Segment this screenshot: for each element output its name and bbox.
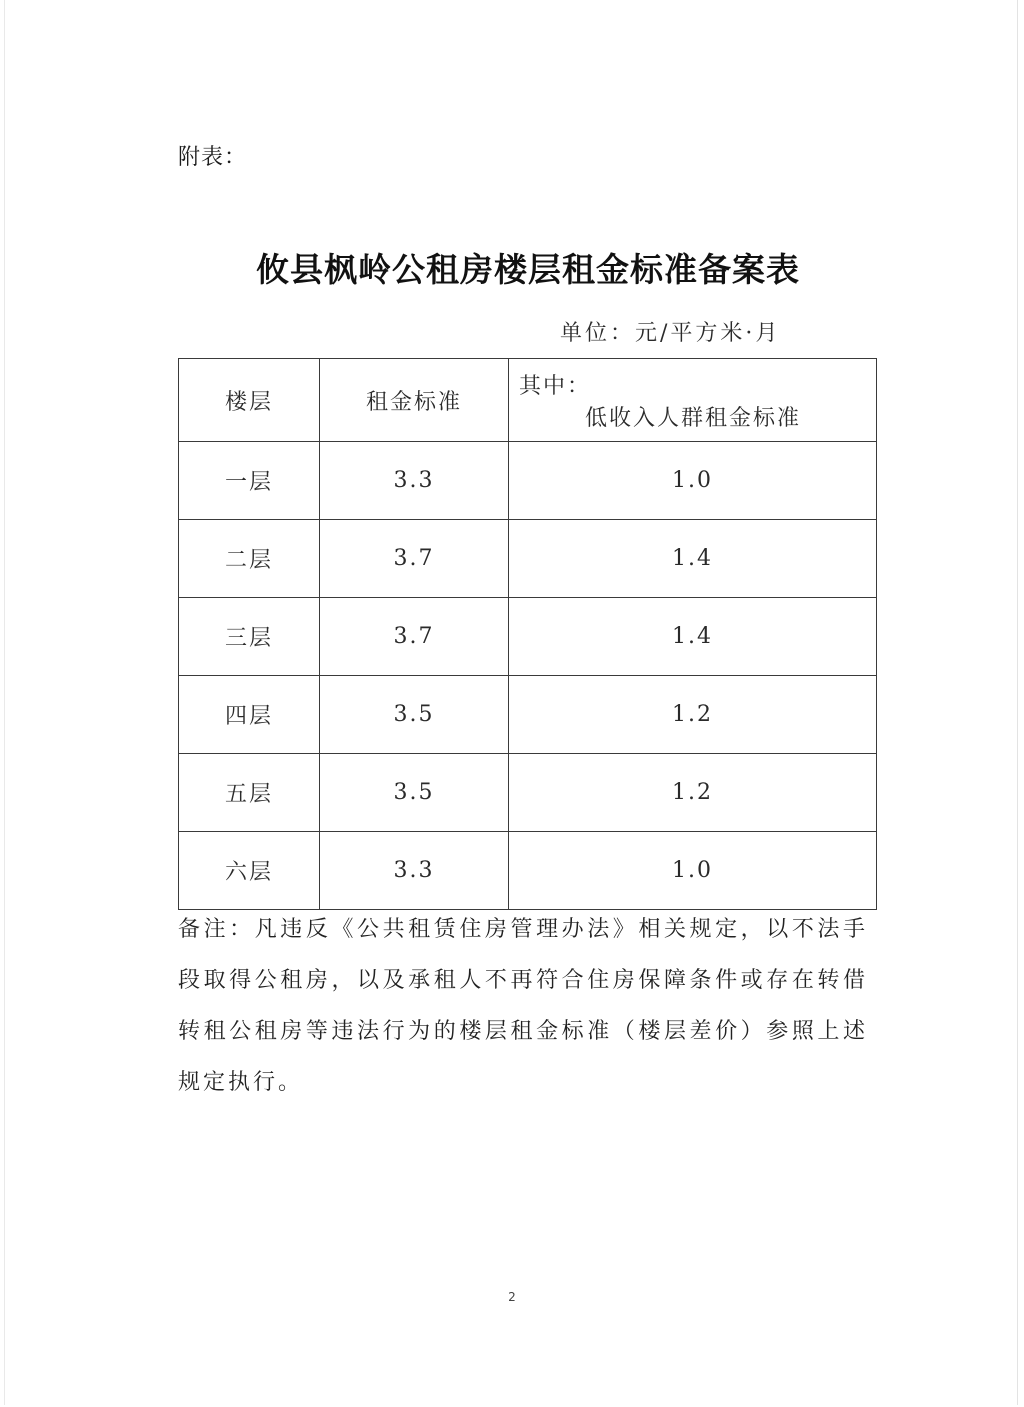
floor-cell: 六层 bbox=[179, 832, 320, 910]
table-row bbox=[179, 676, 877, 754]
attachment-label: 附表： bbox=[178, 145, 248, 170]
rent-cell: 3.3 bbox=[320, 832, 509, 910]
table-row bbox=[179, 598, 877, 676]
remark-paragraph: 备注：凡违反《公共租赁住房管理办法》相关规定，以不法手段取得公租房，以及承租人不再符合住房保障条件或存在转借转租公租房等违法行为的楼层租金标准（楼层差价）参照上述规定执行。 bbox=[178, 917, 868, 1095]
table-row bbox=[179, 832, 877, 910]
rent-cell: 3.3 bbox=[320, 442, 509, 520]
header-rent: 租金标准 bbox=[320, 359, 509, 442]
low-income-cell: 1.4 bbox=[509, 598, 877, 676]
rent-cell: 3.7 bbox=[320, 598, 509, 676]
low-income-cell: 1.2 bbox=[509, 754, 877, 832]
floor-cell: 三层 bbox=[179, 598, 320, 676]
floor-cell: 四层 bbox=[179, 676, 320, 754]
header-low-income bbox=[509, 359, 877, 442]
rent-cell: 3.5 bbox=[320, 754, 509, 832]
table-header-row bbox=[179, 359, 877, 442]
floor-cell: 一层 bbox=[179, 442, 320, 520]
low-income-cell: 1.0 bbox=[509, 832, 877, 910]
rent-standard-table bbox=[178, 358, 877, 910]
rent-cell: 3.5 bbox=[320, 676, 509, 754]
low-income-cell: 1.4 bbox=[509, 520, 877, 598]
rent-cell: 3.7 bbox=[320, 520, 509, 598]
document-title: 攸县枫岭公租房楼层租金标准备案表 bbox=[256, 250, 800, 289]
header-floor: 楼层 bbox=[179, 359, 320, 442]
floor-cell: 二层 bbox=[179, 520, 320, 598]
floor-cell: 五层 bbox=[179, 754, 320, 832]
table-row bbox=[179, 754, 877, 832]
table-row bbox=[179, 442, 877, 520]
low-income-cell: 1.0 bbox=[509, 442, 877, 520]
header-low-income-line2: 低收入人群租金标准 bbox=[585, 406, 802, 431]
low-income-cell: 1.2 bbox=[509, 676, 877, 754]
table-row bbox=[179, 520, 877, 598]
page-number: 2 bbox=[508, 1290, 516, 1304]
header-low-income-line1: 其中： bbox=[519, 374, 592, 399]
unit-label: 单位：元/平方米·月 bbox=[560, 321, 781, 346]
